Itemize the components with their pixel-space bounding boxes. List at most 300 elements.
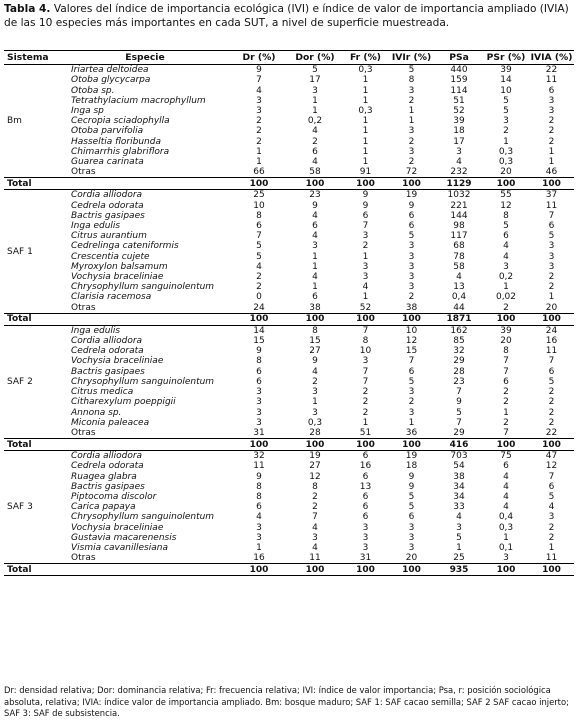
value-cell: 0,3	[358, 65, 373, 76]
value-cell: 39	[500, 65, 512, 76]
table-row	[4, 292, 574, 302]
value-cell: 1	[362, 251, 369, 262]
value-cell: 3	[548, 251, 555, 262]
value-cell: 5	[408, 65, 415, 76]
value-cell: 4	[503, 502, 509, 513]
value-cell: 9	[408, 200, 415, 211]
value-cell: 14	[253, 325, 265, 336]
header-ivia: IVIA (%)	[530, 52, 573, 63]
value-cell: 22	[545, 65, 558, 76]
value-cell: 1	[312, 397, 318, 408]
value-cell: 1	[408, 106, 415, 117]
value-cell: 3	[312, 241, 318, 252]
value-cell: 20	[405, 553, 418, 564]
especie-cell: Bactris gasipaes	[71, 481, 145, 492]
value-cell: 6	[362, 502, 369, 513]
table-row	[4, 543, 574, 553]
value-cell: 3	[548, 261, 555, 272]
header-psa: PSa	[435, 51, 483, 65]
value-cell: 3	[408, 251, 415, 262]
value-cell: 25	[453, 553, 465, 564]
value-cell: 34	[453, 491, 465, 502]
value-cell: 6	[362, 210, 369, 221]
data-table	[4, 50, 574, 576]
total-value-cell: 100	[231, 313, 287, 325]
value-cell: 98	[453, 221, 465, 232]
value-cell: 3	[256, 397, 262, 408]
value-cell: 20	[500, 336, 512, 347]
table-body	[4, 65, 574, 576]
value-cell: 3	[312, 532, 318, 543]
value-cell: 6	[256, 221, 262, 232]
value-cell: 27	[309, 346, 321, 357]
value-cell: 12	[405, 336, 418, 347]
value-cell: 2	[548, 116, 555, 127]
value-cell: 4	[312, 366, 318, 377]
especie-cell: Cedrelinga cateniformis	[71, 241, 179, 252]
value-cell: 5	[408, 502, 415, 513]
total-value-cell: 416	[435, 439, 483, 451]
value-cell: 5	[408, 376, 415, 387]
sistema-cell: Bm	[7, 116, 22, 127]
table-row	[4, 377, 574, 387]
value-cell: 10	[359, 346, 372, 357]
value-cell: 2	[548, 397, 555, 408]
table-row	[4, 512, 574, 522]
table-row	[4, 482, 574, 492]
value-cell: 4	[456, 272, 462, 283]
table-caption	[4, 2, 574, 30]
value-cell: 13	[453, 282, 465, 293]
value-cell: 23	[453, 376, 465, 387]
value-cell: 2	[408, 95, 415, 106]
value-cell: 23	[309, 190, 321, 201]
value-cell: 2	[312, 376, 318, 387]
especie-cell: Vismia cavanillesiana	[71, 542, 168, 553]
value-cell: 8	[503, 346, 509, 357]
value-cell: 10	[500, 85, 512, 96]
value-cell: 117	[450, 231, 468, 242]
especie-cell: Citrus medica	[71, 387, 134, 398]
value-cell: 3	[362, 522, 369, 533]
value-cell: 17	[309, 75, 321, 86]
value-cell: 5	[456, 532, 462, 543]
value-cell: 7	[456, 387, 462, 398]
value-cell: 3	[312, 85, 318, 96]
value-cell: 51	[359, 427, 372, 438]
table-row	[4, 157, 574, 167]
value-cell: 3	[503, 261, 509, 272]
table-row	[4, 303, 574, 314]
especie-cell: Inga sp	[71, 106, 104, 117]
value-cell: 9	[256, 471, 262, 482]
value-cell: 1	[456, 542, 462, 553]
value-cell: 11	[253, 461, 265, 472]
value-cell: 2	[256, 272, 262, 283]
especie-cell: Iriartea deltoidea	[71, 65, 149, 76]
especie-cell: Otras	[71, 167, 96, 178]
value-cell: 2	[408, 397, 415, 408]
table-row	[4, 126, 574, 136]
value-cell: 7	[503, 427, 509, 438]
especie-cell: Cedrela odorata	[71, 200, 144, 211]
value-cell: 3	[312, 387, 318, 398]
table-row	[4, 272, 574, 282]
value-cell: 5	[548, 231, 555, 242]
total-value-cell: 100	[287, 313, 343, 325]
header-dor: Dor (%)	[287, 51, 343, 65]
value-cell: 6	[503, 376, 509, 387]
value-cell: 1	[408, 116, 415, 127]
value-cell: 4	[256, 85, 262, 96]
value-cell: 75	[500, 451, 512, 462]
value-cell: 6	[548, 85, 555, 96]
value-cell: 1	[362, 417, 369, 428]
value-cell: 2	[548, 126, 555, 137]
especie-cell: Otoba glycycarpa	[71, 75, 151, 86]
value-cell: 2	[312, 136, 318, 147]
value-cell: 5	[503, 221, 509, 232]
especie-cell: Gustavia macarenensis	[71, 532, 177, 543]
value-cell: 5	[503, 95, 509, 106]
value-cell: 3	[256, 417, 262, 428]
value-cell: 25	[253, 190, 265, 201]
value-cell: 2	[408, 157, 415, 168]
value-cell: 6	[256, 502, 262, 513]
value-cell: 1	[362, 292, 369, 303]
total-value-cell: 100	[388, 564, 435, 576]
value-cell: 9	[408, 471, 415, 482]
value-cell: 8	[312, 481, 318, 492]
value-cell: 1032	[447, 190, 471, 201]
value-cell: 2	[256, 116, 262, 127]
total-value-cell: 100	[231, 178, 287, 190]
especie-cell: Clarisia racemosa	[71, 292, 152, 303]
especie-cell: Cordia alliodora	[71, 190, 143, 201]
value-cell: 4	[256, 512, 262, 523]
value-cell: 6	[256, 366, 262, 377]
value-cell: 1	[312, 282, 318, 293]
total-value-cell: 100	[231, 439, 287, 451]
especie-cell: Carica papaya	[71, 502, 136, 513]
total-value-cell: 100	[529, 439, 574, 451]
table-row	[4, 190, 574, 201]
value-cell: 2	[362, 407, 369, 418]
especie-cell: Chrysophyllum sanguinolentum	[71, 376, 215, 387]
value-cell: 3	[362, 231, 369, 242]
value-cell: 7	[256, 231, 262, 242]
value-cell: 11	[545, 75, 558, 86]
table-row	[4, 502, 574, 512]
table-row	[4, 428, 574, 439]
value-cell: 0,1	[498, 542, 514, 553]
value-cell: 4	[456, 157, 462, 168]
especie-cell: Piptocoma discolor	[71, 491, 157, 502]
value-cell: 2	[312, 502, 318, 513]
especie-cell: Otoba parvifolia	[71, 126, 144, 137]
value-cell: 8	[256, 491, 262, 502]
value-cell: 114	[450, 85, 468, 96]
value-cell: 4	[312, 542, 318, 553]
value-cell: 6	[503, 461, 509, 472]
total-value-cell: 1871	[435, 313, 483, 325]
value-cell: 6	[408, 366, 415, 377]
value-cell: 2	[548, 417, 555, 428]
value-cell: 5	[256, 241, 262, 252]
value-cell: 1	[362, 126, 369, 137]
value-cell: 4	[312, 157, 318, 168]
value-cell: 16	[545, 336, 558, 347]
value-cell: 8	[503, 210, 509, 221]
value-cell: 1	[362, 95, 369, 106]
value-cell: 6	[408, 512, 415, 523]
value-cell: 54	[453, 461, 465, 472]
total-value-cell: 100	[483, 564, 529, 576]
header-dr: Dr (%)	[231, 51, 287, 65]
value-cell: 27	[309, 461, 321, 472]
value-cell: 1	[503, 136, 509, 147]
value-cell: 1	[548, 146, 555, 157]
value-cell: 6	[362, 491, 369, 502]
especie-cell: Vochysia braceliniae	[71, 356, 164, 367]
value-cell: 3	[408, 532, 415, 543]
header-sistema: Sistema	[4, 51, 59, 65]
table-row	[4, 367, 574, 377]
value-cell: 1	[312, 106, 318, 117]
value-cell: 6	[312, 292, 318, 303]
value-cell: 12	[309, 471, 321, 482]
especie-cell: Miconia paleacea	[71, 417, 150, 428]
value-cell: 6	[256, 376, 262, 387]
value-cell: 52	[453, 106, 465, 117]
table-row	[4, 231, 574, 241]
especie-cell: Chrysophyllum sanguinolentum	[71, 512, 215, 523]
value-cell: 3	[362, 532, 369, 543]
especie-cell: Annona sp.	[71, 407, 122, 418]
table-row	[4, 211, 574, 221]
total-value-cell: 100	[287, 564, 343, 576]
value-cell: 39	[500, 325, 512, 336]
value-cell: 10	[405, 325, 418, 336]
table-row	[4, 492, 574, 502]
value-cell: 1	[408, 417, 415, 428]
value-cell: 9	[312, 200, 318, 211]
value-cell: 11	[545, 553, 558, 564]
table-row	[4, 336, 574, 346]
value-cell: 0,3	[498, 146, 514, 157]
especie-cell: Citharexylum poeppigii	[71, 397, 176, 408]
value-cell: 52	[359, 302, 372, 313]
value-cell: 1	[362, 136, 369, 147]
value-cell: 72	[405, 167, 418, 178]
value-cell: 1	[548, 157, 555, 168]
value-cell: 3	[408, 542, 415, 553]
value-cell: 7	[548, 210, 555, 221]
value-cell: 4	[312, 231, 318, 242]
value-cell: 4	[503, 241, 509, 252]
value-cell: 9	[312, 356, 318, 367]
value-cell: 3	[548, 95, 555, 106]
table-row	[4, 262, 574, 272]
value-cell: 144	[450, 210, 468, 221]
value-cell: 2	[408, 292, 415, 303]
value-cell: 58	[309, 167, 321, 178]
header-psr: PSr (%)	[483, 51, 529, 65]
value-cell: 13	[359, 481, 372, 492]
caption-label: Tabla 4.	[4, 3, 51, 15]
value-cell: 2	[256, 126, 262, 137]
value-cell: 3	[456, 522, 462, 533]
value-cell: 2	[503, 126, 509, 137]
table-footnote: Dr: densidad relativa; Dor: dominancia relativa; Fr: frecuencia relativa; IVI: índice de valor importancia; Psa, r: posición sociológica absoluta, relativa; IVIA: índice valor de importancia ampliado. Bm: bosque maduro; SAF 1: SAF cacao semilla; SAF 2 SAF cacao injerto; SAF 3: SAF de subsistencia.	[4, 685, 569, 718]
total-value-cell: 100	[343, 313, 388, 325]
total-value-cell: 100	[231, 564, 287, 576]
value-cell: 15	[309, 336, 321, 347]
value-cell: 66	[253, 167, 265, 178]
total-value-cell: 100	[388, 439, 435, 451]
value-cell: 7	[548, 471, 555, 482]
value-cell: 28	[309, 427, 321, 438]
value-cell: 7	[256, 75, 262, 86]
value-cell: 3	[408, 146, 415, 157]
value-cell: 6	[408, 210, 415, 221]
value-cell: 232	[450, 167, 468, 178]
total-label: Total	[4, 564, 231, 576]
value-cell: 6	[503, 231, 509, 242]
value-cell: 0,3	[307, 417, 323, 428]
value-cell: 159	[450, 75, 468, 86]
value-cell: 78	[453, 251, 465, 262]
table-row	[4, 282, 574, 292]
table-row	[4, 387, 574, 397]
especie-cell: Chrysophyllum sanguinolentum	[71, 282, 215, 293]
value-cell: 4	[312, 272, 318, 283]
value-cell: 14	[500, 75, 512, 86]
value-cell: 8	[312, 325, 318, 336]
value-cell: 6	[548, 481, 555, 492]
value-cell: 11	[545, 200, 558, 211]
value-cell: 2	[256, 282, 262, 293]
total-value-cell: 100	[343, 178, 388, 190]
table-row	[4, 408, 574, 418]
total-value-cell: 100	[529, 564, 574, 576]
value-cell: 0,2	[498, 272, 514, 283]
table-row	[4, 96, 574, 106]
table-row	[4, 201, 574, 211]
value-cell: 8	[256, 356, 262, 367]
value-cell: 2	[503, 417, 509, 428]
value-cell: 11	[309, 553, 321, 564]
value-cell: 7	[503, 366, 509, 377]
value-cell: 11	[545, 346, 558, 357]
value-cell: 29	[453, 356, 465, 367]
total-value-cell: 100	[343, 439, 388, 451]
especie-cell: Cordia alliodora	[71, 451, 143, 462]
value-cell: 3	[256, 387, 262, 398]
table-row	[4, 147, 574, 157]
value-cell: 703	[450, 451, 468, 462]
total-row	[4, 313, 574, 325]
value-cell: 12	[500, 200, 512, 211]
value-cell: 3	[408, 261, 415, 272]
caption-text: Valores del índice de importancia ecológica (IVI) e índice de valor de importancia ampliado (IVIA) de las 10 especies más importantes en cada SUT, a nivel de superficie muestreada.	[4, 3, 569, 29]
value-cell: 6	[548, 221, 555, 232]
total-row	[4, 178, 574, 190]
especie-cell: Guarea carinata	[71, 157, 144, 168]
value-cell: 7	[312, 512, 318, 523]
value-cell: 22	[545, 427, 558, 438]
table-row	[4, 221, 574, 231]
total-value-cell: 935	[435, 564, 483, 576]
value-cell: 3	[503, 553, 509, 564]
value-cell: 6	[312, 146, 318, 157]
value-cell: 440	[450, 65, 468, 76]
value-cell: 5	[456, 407, 462, 418]
value-cell: 3	[408, 387, 415, 398]
value-cell: 0,02	[495, 292, 517, 303]
value-cell: 6	[408, 221, 415, 232]
value-cell: 1	[256, 542, 262, 553]
value-cell: 31	[253, 427, 265, 438]
value-cell: 1	[503, 407, 509, 418]
especie-cell: Citrus aurantium	[71, 231, 147, 242]
table-row	[4, 137, 574, 147]
value-cell: 1	[362, 157, 369, 168]
value-cell: 4	[503, 471, 509, 482]
value-cell: 1	[503, 282, 509, 293]
value-cell: 34	[453, 481, 465, 492]
value-cell: 39	[453, 116, 465, 127]
especie-cell: Crescentia cujete	[71, 251, 150, 262]
total-value-cell: 100	[388, 313, 435, 325]
value-cell: 91	[359, 167, 372, 178]
value-cell: 8	[256, 210, 262, 221]
value-cell: 1	[312, 251, 318, 262]
total-value-cell: 100	[287, 178, 343, 190]
table-row	[4, 167, 574, 178]
value-cell: 2	[548, 407, 555, 418]
especie-cell: Chimarrhis glabriflora	[71, 146, 170, 157]
value-cell: 2	[362, 397, 369, 408]
especie-cell: Cedrela odorata	[71, 461, 144, 472]
value-cell: 10	[253, 200, 265, 211]
value-cell: 1	[503, 532, 509, 543]
value-cell: 4	[503, 491, 509, 502]
value-cell: 3	[408, 85, 415, 96]
total-label: Total	[4, 178, 231, 190]
especie-cell: Otras	[71, 302, 96, 313]
especie-cell: Otras	[71, 553, 96, 564]
value-cell: 7	[362, 325, 369, 336]
value-cell: 2	[548, 136, 555, 147]
value-cell: 162	[450, 325, 468, 336]
total-label: Total	[4, 439, 231, 451]
value-cell: 3	[256, 522, 262, 533]
value-cell: 7	[362, 376, 369, 387]
header-especie: Especie	[59, 51, 231, 65]
value-cell: 33	[453, 502, 465, 513]
value-cell: 1	[362, 146, 369, 157]
value-cell: 7	[408, 356, 415, 367]
table-header-row	[4, 51, 574, 65]
value-cell: 51	[453, 95, 465, 106]
total-value-cell: 100	[388, 178, 435, 190]
value-cell: 1	[312, 261, 318, 272]
value-cell: 55	[500, 190, 512, 201]
total-value-cell: 100	[529, 178, 574, 190]
value-cell: 19	[405, 190, 418, 201]
especie-cell: Otoba sp.	[71, 85, 115, 96]
